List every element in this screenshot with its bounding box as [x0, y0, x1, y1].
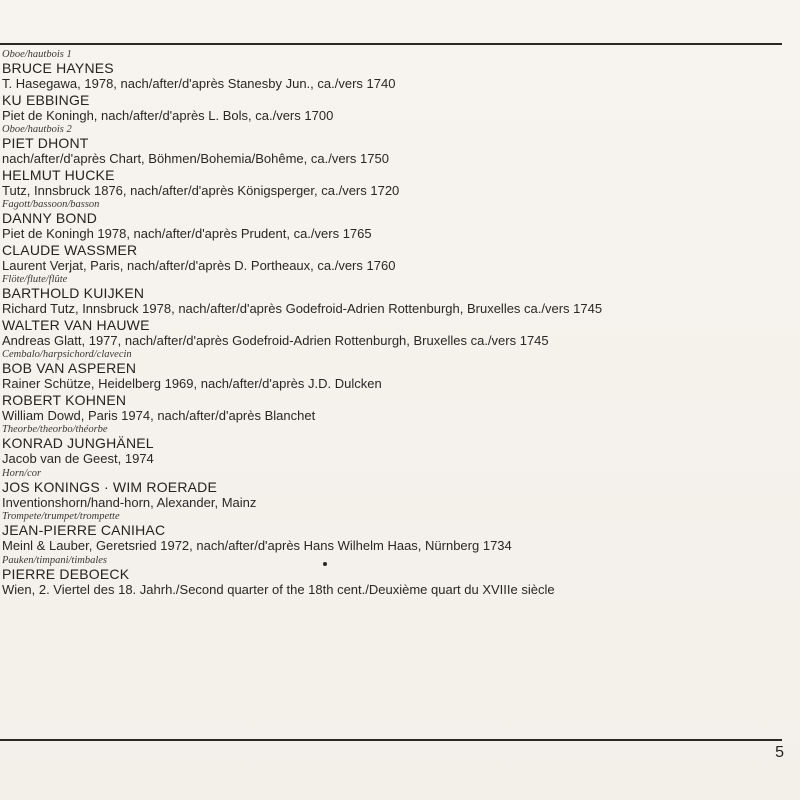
instrument-heading: Cembalo/harpsichord/clavecin: [2, 349, 132, 360]
bottom-rule: [0, 739, 782, 741]
credit-section-flute: [2, 274, 782, 349]
performer-name: CLAUDE WASSMER: [2, 241, 138, 258]
instrument-detail: William Dowd, Paris 1974, nach/after/d'après Blanchet: [2, 407, 316, 423]
instrument-detail: T. Hasegawa, 1978, nach/after/d'après Stanesby Jun., ca./vers 1740: [2, 76, 396, 91]
performer-name: KONRAD JUNGHÄNEL: [2, 435, 154, 451]
performer-name: PIERRE DEBOECK: [2, 565, 130, 582]
performer-name: ROBERT KOHNEN: [2, 391, 127, 408]
credit-section-theorbo: [2, 424, 782, 468]
performer-credits-list: [2, 49, 782, 598]
credit-section-oboe-1: [2, 49, 782, 124]
instrument-detail: Inventionshorn/hand-horn, Alexander, Mainz: [2, 494, 257, 510]
credit-section-trumpet: [2, 511, 782, 555]
print-speck: [323, 562, 327, 566]
instrument-detail: Richard Tutz, Innsbruck 1978, nach/after/d'après Godefroid-Adrien Rottenburgh, Bruxelles ca./vers 1745: [2, 301, 603, 316]
performer-name: JEAN-PIERRE CANIHAC: [2, 522, 166, 538]
performer-name: BOB VAN ASPEREN: [2, 360, 137, 376]
page-number: 5: [775, 744, 784, 761]
instrument-heading: Pauken/timpani/timbales: [2, 554, 107, 566]
instrument-detail: Piet de Koningh 1978, nach/after/d'après Prudent, ca./vers 1765: [2, 226, 372, 241]
instrument-detail: nach/after/d'après Chart, Böhmen/Bohemia/Bohême, ca./vers 1750: [2, 151, 389, 166]
instrument-detail: Rainer Schütze, Heidelberg 1969, nach/after/d'après J.D. Dulcken: [2, 376, 382, 391]
instrument-heading: Trompete/trumpet/trompette: [2, 511, 120, 522]
instrument-heading: Oboe/hautbois 1: [2, 49, 72, 60]
instrument-heading: Horn/cor: [2, 467, 42, 479]
performer-name: DANNY BOND: [2, 210, 98, 226]
credit-section-harpsichord: [2, 349, 782, 424]
instrument-heading: Theorbe/theorbo/théorbe: [2, 424, 108, 435]
performer-name: JOS KONINGS · WIM ROERADE: [2, 478, 218, 495]
credit-section-oboe-2: [2, 124, 782, 199]
performer-name: WALTER VAN HAUWE: [2, 316, 150, 333]
instrument-heading: Oboe/hautbois 2: [2, 124, 72, 135]
performer-name: BARTHOLD KUIJKEN: [2, 285, 145, 301]
top-rule: [0, 43, 782, 45]
instrument-detail: Meinl & Lauber, Geretsried 1972, nach/after/d'après Hans Wilhelm Haas, Nürnberg 1734: [2, 538, 512, 553]
instrument-detail: Tutz, Innsbruck 1876, nach/after/d'après Königsperger, ca./vers 1720: [2, 182, 400, 198]
instrument-detail: Laurent Verjat, Paris, nach/after/d'après D. Portheaux, ca./vers 1760: [2, 257, 396, 273]
instrument-heading: Flöte/flute/flûte: [2, 274, 68, 285]
credit-section-bassoon: [2, 199, 782, 274]
performer-name: BRUCE HAYNES: [2, 60, 114, 76]
instrument-heading: Fagott/bassoon/basson: [2, 199, 100, 210]
instrument-detail: Jacob van de Geest, 1974: [2, 451, 154, 466]
instrument-detail: Wien, 2. Viertel des 18. Jahrh./Second quarter of the 18th cent./Deuxième quart du XVIIIe siècle: [2, 581, 555, 597]
credit-section-horn: [2, 468, 782, 512]
instrument-detail: Piet de Koningh, nach/after/d'après L. Bols, ca./vers 1700: [2, 107, 334, 123]
performer-name: KU EBBINGE: [2, 91, 90, 108]
credit-section-timpani: [2, 555, 782, 599]
performer-name: HELMUT HUCKE: [2, 166, 115, 183]
performer-name: PIET DHONT: [2, 135, 89, 151]
instrument-detail: Andreas Glatt, 1977, nach/after/d'après Godefroid-Adrien Rottenburgh, Bruxelles ca./vers 1745: [2, 332, 549, 348]
